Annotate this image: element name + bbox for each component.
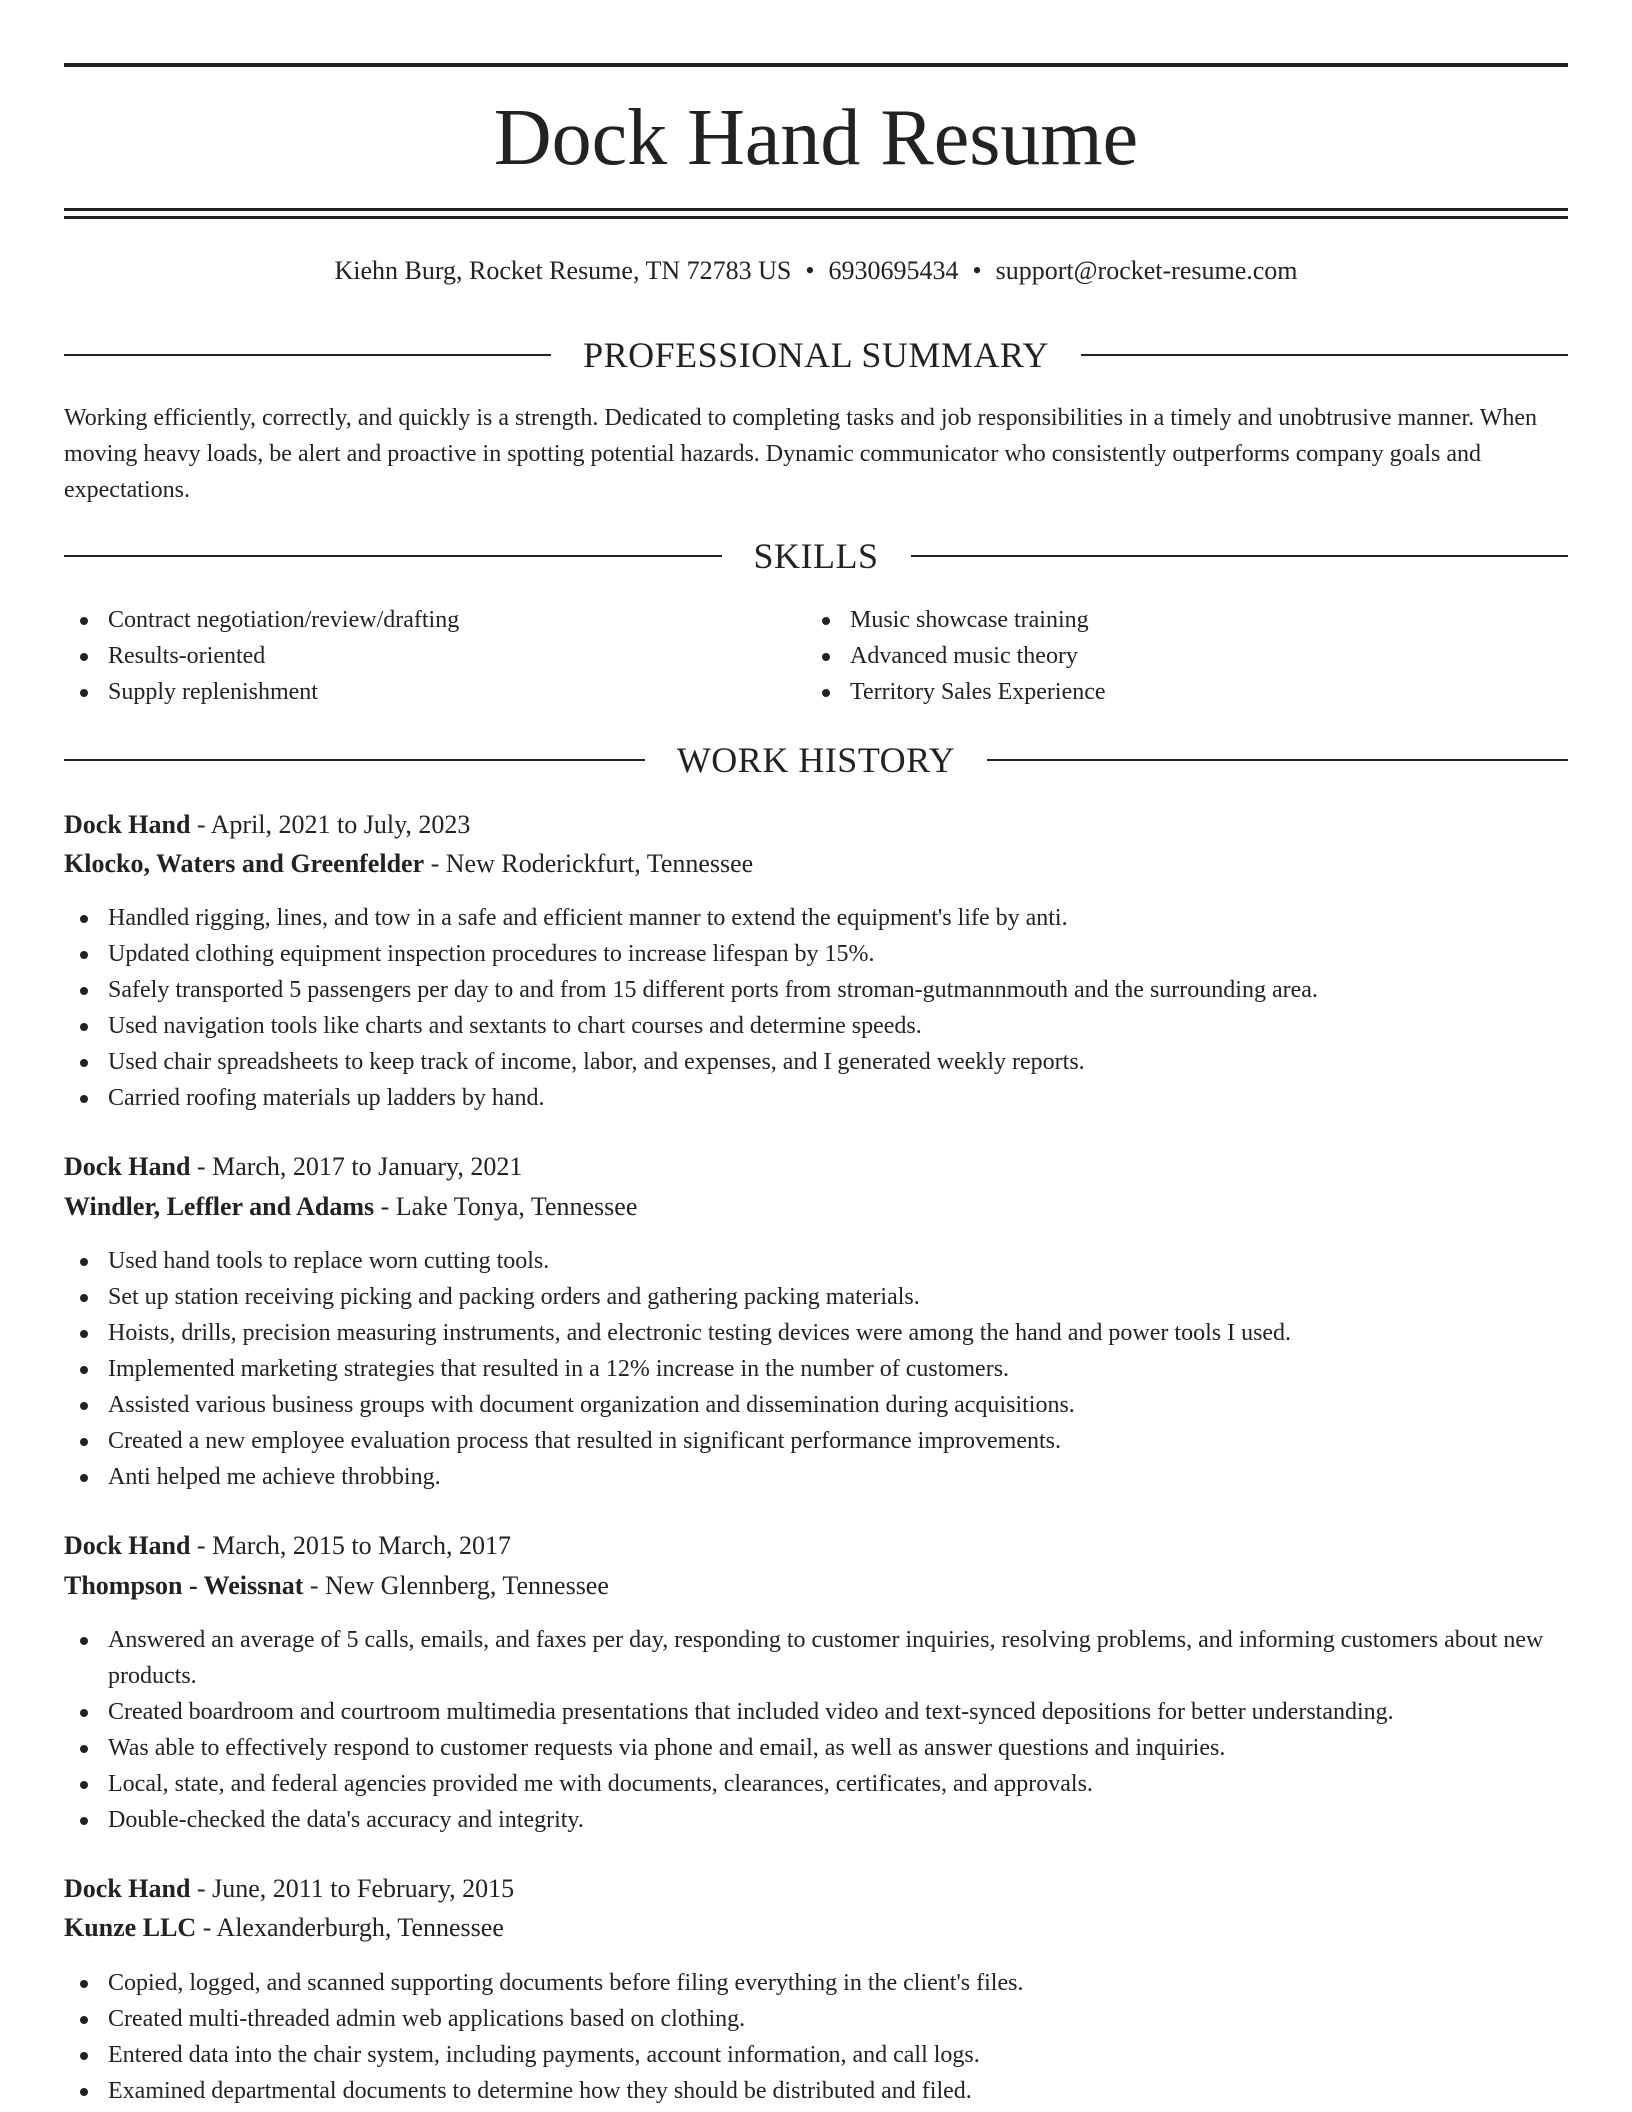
job-bullet: Anti helped me achieve throbbing. [64,1459,1568,1495]
skill-item: Music showcase training [806,602,1566,638]
heading-rule-left [64,354,551,356]
job-bullet: Implemented marketing strategies that resulted in a 12% increase in the number of customers. [64,1351,1568,1387]
job-title-line [64,1149,522,1185]
contact-phone: 6930695434 [828,256,959,285]
job-title: Dock Hand [64,1152,191,1181]
job-company: Kunze LLC [64,1913,197,1942]
job-company-line [64,846,753,882]
job-bullet: Assisted various business groups with document organization and dissemination during acquisitions. [64,1387,1568,1423]
contact-separator: • [972,256,982,285]
job-bullet: Used hand tools to replace worn cutting tools. [64,1243,1568,1279]
job-title: Dock Hand [64,1531,191,1560]
heading-rule-right [911,555,1569,557]
summary-heading-label: PROFESSIONAL SUMMARY [583,335,1049,375]
heading-rule-right [987,759,1568,761]
skill-item: Advanced music theory [806,638,1566,674]
page-title: Dock Hand Resume [493,94,1139,182]
work-heading-label: WORK HISTORY [676,740,956,780]
job-bullet: Local, state, and federal agencies provided me with documents, clearances, certificates, and approvals. [64,1766,1568,1802]
contact-email: support@rocket-resume.com [995,256,1298,285]
top-rule [64,63,1568,67]
heading-rule-left [64,555,722,557]
skill-item: Supply replenishment [64,674,804,710]
job-bullet: Double-checked the data's accuracy and integrity. [64,1802,1568,1838]
job-dates: - March, 2015 to March, 2017 [190,1531,512,1560]
job-bullet: Created boardroom and courtroom multimedia presentations that included video and text-synced depositions for better understanding. [64,1694,1568,1730]
job-bullets [64,1965,1568,2109]
job-bullet: Safely transported 5 passengers per day to and from 15 different ports from stroman-gutmannmouth and the surrounding area. [64,972,1568,1008]
job-location: - Alexanderburgh, Tennessee [196,1913,504,1942]
job-company-line [64,1568,609,1604]
job-bullets [64,1622,1568,1838]
job-location: - Lake Tonya, Tennessee [374,1192,638,1221]
contact-separator: • [805,256,815,285]
job-bullet: Used chair spreadsheets to keep track of income, labor, and expenses, and I generated weekly reports. [64,1044,1568,1080]
job-company-line [64,1189,637,1225]
job-dates: - June, 2011 to February, 2015 [190,1874,515,1903]
skill-item: Contract negotiation/review/drafting [64,602,804,638]
job-bullets [64,1243,1568,1495]
job-bullet: Updated clothing equipment inspection procedures to increase lifespan by 15%. [64,936,1568,972]
job-title-line [64,1871,514,1907]
job-bullet: Carried roofing materials up ladders by hand. [64,1080,1568,1116]
heading-rule-right [1081,354,1568,356]
work-heading [64,738,1568,782]
job-location: - New Glennberg, Tennessee [303,1571,609,1600]
job-bullet: Answered an average of 5 calls, emails, and faxes per day, responding to customer inquiries, resolving problems, and informing customers about new products. [64,1622,1568,1694]
job-bullets [64,900,1568,1116]
heading-rule-left [64,759,645,761]
job-company-line [64,1910,504,1946]
job-company: Windler, Leffler and Adams [64,1192,375,1221]
job-company: Thompson - Weissnat [64,1571,304,1600]
job-title: Dock Hand [64,810,191,839]
job-bullet: Hoists, drills, precision measuring instruments, and electronic testing devices were among the hand and power tools I used. [64,1315,1568,1351]
job-bullet: Handled rigging, lines, and tow in a safe and efficient manner to extend the equipment's life by anti. [64,900,1568,936]
job-bullet: Examined departmental documents to determine how they should be distributed and filed. [64,2073,1568,2109]
job-bullet: Created a new employee evaluation process that resulted in significant performance improvements. [64,1423,1568,1459]
job-title: Dock Hand [64,1874,191,1903]
job-location: - New Roderickfurt, Tennessee [424,849,754,878]
job-bullet: Entered data into the chair system, including payments, account information, and call logs. [64,2037,1568,2073]
skills-list-right [806,602,1566,710]
summary-heading [64,333,1568,377]
job-dates: - March, 2017 to January, 2021 [190,1152,523,1181]
contact-address: Kiehn Burg, Rocket Resume, TN 72783 US [334,256,792,285]
title-rule-upper [64,208,1568,211]
summary-text: Working efficiently, correctly, and quickly is a strength. Dedicated to completing tasks and job responsibilities in a timely and unobtrusive manner. When moving heavy loads, be alert and proactive in spotting potential hazards. Dynamic communicator who consistently outperforms company goals and expectations. [64,405,1538,503]
job-bullet: Was able to effectively respond to customer requests via phone and email, as well as answer questions and inquiries. [64,1730,1568,1766]
job-bullet: Set up station receiving picking and packing orders and gathering packing materials. [64,1279,1568,1315]
skill-item: Results-oriented [64,638,804,674]
skills-heading [64,534,1568,578]
skill-item: Territory Sales Experience [806,674,1566,710]
job-title-line [64,1528,511,1564]
contact-line [64,253,1568,289]
job-bullet: Used navigation tools like charts and sextants to chart courses and determine speeds. [64,1008,1568,1044]
title-rule-lower [64,216,1568,219]
skills-heading-label: SKILLS [753,536,879,576]
job-bullet: Copied, logged, and scanned supporting documents before filing everything in the client's files. [64,1965,1568,2001]
job-dates: - April, 2021 to July, 2023 [190,810,471,839]
job-company: Klocko, Waters and Greenfelder [64,849,425,878]
job-title-line [64,807,470,843]
skills-list-left [64,602,804,710]
job-bullet: Created multi-threaded admin web applications based on clothing. [64,2001,1568,2037]
